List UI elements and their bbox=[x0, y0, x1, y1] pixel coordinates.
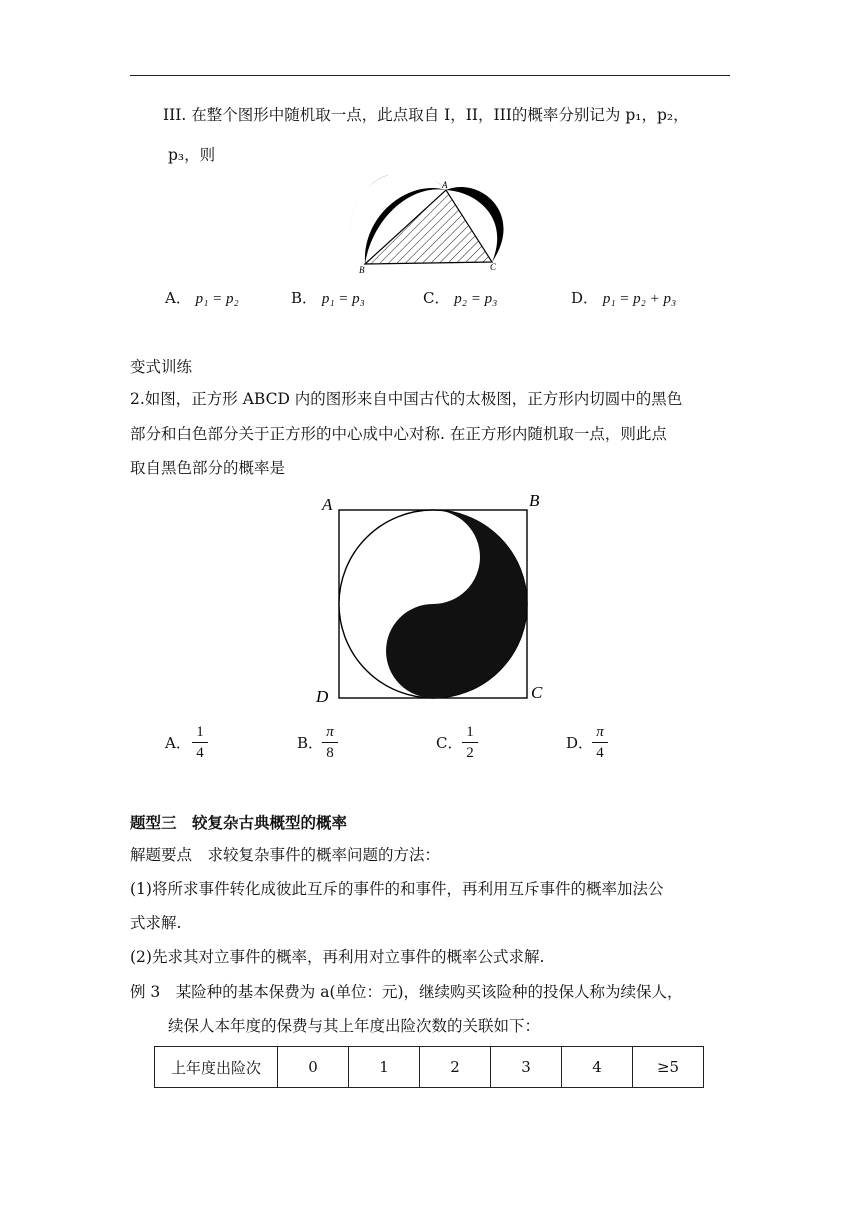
table-cell: 0 bbox=[278, 1047, 349, 1088]
q2-option-d-letter: D． bbox=[566, 734, 594, 752]
table-header-cell: 上年度出险次 bbox=[155, 1047, 278, 1088]
q1-option-c: C． p₂ = p₃ bbox=[423, 289, 498, 307]
figure-taiji-square bbox=[312, 488, 552, 710]
table-cell: 4 bbox=[562, 1047, 633, 1088]
method-1-line-1: (1)将所求事件转化成彼此互斥的事件的和事件，再利用互斥事件的概率加法公 bbox=[130, 880, 664, 898]
table-cell: 1 bbox=[349, 1047, 420, 1088]
label-d: D bbox=[316, 687, 329, 706]
q2-line-3: 取自黑色部分的概率是 bbox=[130, 459, 286, 477]
q2-option-b-fraction: π 8 bbox=[320, 723, 340, 762]
example-3-line-2: 续保人本年度的保费与其上年度出险次数的关联如下： bbox=[168, 1017, 541, 1035]
section-3-tips: 解题要点 求较复杂事件的概率问题的方法： bbox=[130, 846, 441, 864]
label-c: C bbox=[490, 262, 497, 272]
method-2: (2)先求其对立事件的概率，再利用对立事件的概率公式求解. bbox=[130, 948, 545, 966]
section-3-title: 题型三 较复杂古典概型的概率 bbox=[130, 813, 348, 832]
q2-option-c-fraction: 1 2 bbox=[460, 723, 480, 762]
q2-option-d-fraction: π 4 bbox=[590, 723, 610, 762]
table-cell: 2 bbox=[420, 1047, 491, 1088]
label-a: A bbox=[322, 495, 333, 514]
label-c: C bbox=[531, 683, 543, 702]
q2-option-a-letter: A． bbox=[165, 734, 191, 752]
premium-table bbox=[154, 1046, 704, 1088]
intro-line-1: III. 在整个图形中随机取一点，此点取自 I，II，III的概率分别记为 p₁，p₂， bbox=[163, 106, 689, 124]
q2-option-a-fraction: 1 4 bbox=[190, 723, 210, 762]
q1-option-d: D． p₁ = p₂ + p₃ bbox=[571, 289, 677, 307]
example-3-line-1: 例 3 某险种的基本保费为 a(单位：元)，继续购买该险种的投保人称为续保人， bbox=[130, 983, 683, 1001]
table-cell: ≥5 bbox=[633, 1047, 704, 1088]
method-1-line-2: 式求解. bbox=[130, 914, 182, 932]
variant-heading: 变式训练 bbox=[130, 358, 193, 376]
q2-line-2: 部分和白色部分关于正方形的中心成中心对称. 在正方形内随机取一点，则此点 bbox=[130, 425, 667, 443]
q2-line-1: 2.如图，正方形 ABCD 内的图形来自中国古代的太极图，正方形内切圆中的黑色 bbox=[130, 390, 683, 408]
label-b: B bbox=[359, 265, 365, 275]
label-a: A bbox=[442, 180, 448, 190]
q1-option-b: B． p₁ = p₃ bbox=[291, 289, 365, 307]
figure-semicircles-triangle bbox=[350, 174, 530, 276]
triangle-abc bbox=[365, 190, 492, 264]
black-dot bbox=[422, 650, 444, 672]
table-cell: 3 bbox=[491, 1047, 562, 1088]
q2-option-b-letter: B． bbox=[297, 734, 324, 752]
header-rule bbox=[130, 75, 730, 76]
label-b: B bbox=[529, 491, 540, 510]
q2-option-c-letter: C． bbox=[436, 734, 463, 752]
intro-line-2: p₃，则 bbox=[168, 146, 216, 164]
white-dot bbox=[422, 536, 444, 558]
q1-option-a: A． p₁ = p₂ bbox=[165, 289, 239, 307]
table-row bbox=[155, 1047, 704, 1088]
